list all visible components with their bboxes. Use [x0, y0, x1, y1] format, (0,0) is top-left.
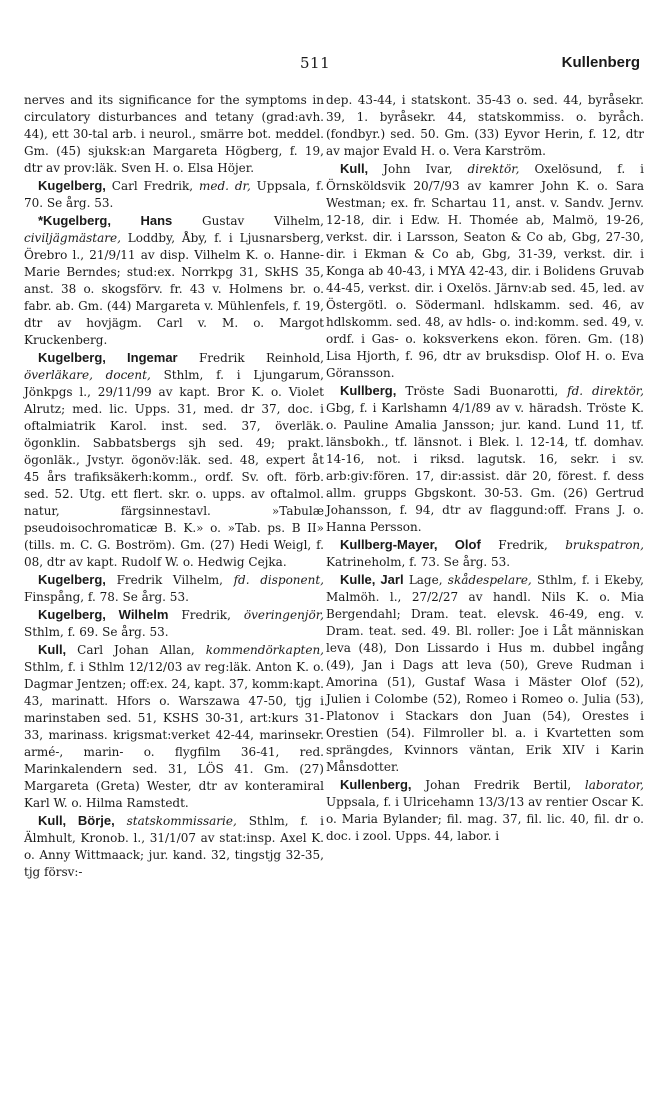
entry-occupation: med. dr, [199, 179, 251, 193]
entry-surname: *Kugelberg, Hans [38, 213, 173, 228]
entry-surname: Kull, Börje, [38, 813, 115, 828]
entry-occupation: skådespelare, [447, 573, 532, 587]
entry-given-names: Carl Johan Allan, [77, 643, 195, 657]
left-column [24, 92, 324, 881]
entry-text: Sthlm, f. i Ekeby, Malmöh. l., 27/2/27 av handl. Nils K. o. Mia Bergendahl; Dram. teat. elevsk. 46-49, eng. v. Dram. teat. sed. 49. Bl. roller: Joe i Låt människan leva (48), Don Lissardo i Hus m. dubbel ingång (49), Jan i Dags att leva (50), Greve Rudman i Amorina (51), Gustaf Wasa i Mäster Olof (52), Julien i Colombe (52), Romeo i Romeo o. Julia (53), Platonov i Stackars don Juan (54), Orestes i Orestien (54). Filmroller bl. a. i Kvartetten som sprängdes, Kvinnors väntan, Erik XIV i Karin Månsdotter. [326, 573, 644, 774]
entry-surname: Kugelberg, Wilhelm [38, 607, 169, 622]
entry-given-names: Fredrik, [181, 608, 231, 622]
entry-surname: Kugelberg, Ingemar [38, 350, 178, 365]
entry-text: Katrineholm, f. 73. Se årg. 53. [326, 555, 511, 569]
entry-surname: Kull, [340, 161, 369, 176]
entry-surname: Kullberg, [340, 383, 397, 398]
biography-entry [326, 160, 644, 382]
entry-given-names: Fredrik, [498, 538, 548, 552]
entry-occupation: överingenjör, [243, 608, 324, 622]
entry-text: Finspång, f. 78. Se årg. 53. [24, 590, 189, 604]
entry-surname: Kull, [38, 642, 67, 657]
entry-text: Sthlm, f. i Sthlm 12/12/03 av reg:läk. Anton K. o. Dagmar Jentzen; off:ex. 24, kapt. 37, komm:kapt. 43, marinatt. Hfors o. Warszawa 47-50, tjg i marinstaben sed. 51, KSHS 30-31, art:kurs 31-33, marinass. krigsmat:verket 42-44, marinsekr. armé-, marin- o. flygfilm 36-41, red. Marinkalendern sed. 31, LÖS 41. Gm. (27) Margareta (Greta) Wester, dtr av konteramiral Karl W. o. Hilma Ramstedt. [24, 660, 324, 810]
running-head: Kullenberg [561, 54, 640, 71]
entry-continuation: dep. 43-44, i statskont. 35-43 o. sed. 44, byråsekr. 39, 1. byråsekr. 44, statskommiss. o. byråch. (fondbyr.) sed. 50. Gm. (33) Eyvor Herin, f. 12, dtr av major Evald H. o. Vera Karström. [326, 93, 644, 158]
entry-text: Sthlm, f. 69. Se årg. 53. [24, 625, 169, 639]
entry-given-names: Johan Fredrik Bertil, [425, 778, 572, 792]
biography-entry [326, 536, 644, 571]
entry-occupation: överläkare, docent, [24, 368, 151, 382]
entry-occupation: brukspatron, [565, 538, 644, 552]
entry-text: Sthlm, f. i Älmhult, Kronob. l., 31/1/07 av stat:insp. Axel K. o. Anny Wittmaack; jur. kand. 32, tingstjg 32-35, tjg försv:- [24, 814, 324, 879]
biography-entry [24, 812, 324, 881]
entry-text: Oxelösund, f. i Örnsköldsvik 20/7/93 av kamrer John K. o. Sara Westman; ex. fr. Schartau 11, anst. v. Sandv. Jernv. 12-18, dir. i Edw. H. Thomée ab, Malmö, 19-26, verkst. dir. i Larsson, Seaton & Co ab, Gbg, 27-30, dir. i Ekman & Co ab, Gbg, 31-39, verkst. dir. i Konga ab 40-43, i MYA 42-43, dir. i Bolidens Gruvab 44-45, verkst. dir. i Oxelös. Järnv:ab sed. 45, led. av Östergötl. o. Södermanl. hdlskamm. sed. 46, av hdlskomm. sed. 48, av hdls- o. ind:komm. sed. 49, v. ordf. i Gas- o. koksverkens ekon. fören. Gm. (18) Lisa Hjorth, f. 96, dtr av bruksdisp. Olof H. o. Eva Göransson. [326, 162, 644, 380]
entry-surname: Kulle, Jarl [340, 572, 404, 587]
entry-text: Sthlm, f. i Ljungarum, Jönkpgs l., 29/11/99 av kapt. Bror K. o. Violet Alrutz; med. lic. Upps. 31, med. dr 37, doc. i oftalmiatrik Karol. inst. sed. 37, överläk. ögonklin. Sabbatsbergs sjh sed. 49; prakt. ögonläk., Jvstyr. ögonöv:läk. sed. 48, expert åt 45 års trafiksäkerh:komm., ordf. Sv. oft. förb. sed. 52. Utg. ett flert. skr. o. upps. av oftalmol. natur, färgsinnestavl. »Tabulæ pseudoisochromaticæ B. K.» o. »Tab. ps. B II» (tills. m. C. G. Boström). Gm. (27) Hedi Weigl, f. 08, dtr av kapt. Rudolf W. o. Hedwig Cejka. [24, 368, 324, 569]
entry-given-names: Gustav Vilhelm, [202, 214, 324, 228]
entry-text: Gbg, f. i Karlshamn 4/1/89 av v. häradsh. Tröste K. o. Pauline Amalia Jansson; jur. kand. Lund 11, tf. länsbokh., tf. länsnot. i Blek. l. 12-14, tf. domhav. 14-16, not. i riksd. lagutsk. 16, sekr. i sv. arb:giv:fören. 17, dir:assist. där 20, förest. f. dess allm. grupps Gbgskont. 30-53. Gm. (26) Gertrud Johansson, f. 94, dtr av flaggund:off. Frans J. o. Hanna Persson. [326, 401, 644, 534]
entry-given-names: John Ivar, [383, 162, 453, 176]
entry-given-names: Fredrik Reinhold, [198, 351, 324, 365]
biography-entry [326, 776, 644, 845]
biography-entry [24, 177, 324, 212]
right-column [326, 92, 644, 845]
biography-entry [24, 349, 324, 571]
entry-occupation: fd. direktör, [567, 384, 644, 398]
entry-text: Loddby, Åby, f. i Ljusnarsberg, Örebro l., 21/9/11 av disp. Vilhelm K. o. Hanne-Marie Berndes; stud:ex. Norrkpg 31, SkHS 35, anst. 38 o. skogsförv. fr. 43 v. Holmens br. o. fabr. ab. Gm. (44) Margareta v. Mühlenfels, f. 19, dtr av hovjägm. Carl v. M. o. Margot Kruckenberg. [24, 231, 324, 347]
entry-occupation: laborator, [584, 778, 644, 792]
entry-given-names: Tröste Sadi Buonarotti, [405, 384, 559, 398]
biography-entry [326, 571, 644, 776]
page-number: 511 [300, 54, 331, 72]
entry-given-names: Carl Fredrik, [111, 179, 194, 193]
entry-surname: Kugelberg, [38, 572, 106, 587]
biography-entry [24, 606, 324, 641]
entry-occupation: kommendörkapten, [205, 643, 324, 657]
page-header [0, 54, 672, 76]
biography-entry [24, 641, 324, 812]
biography-entry [24, 212, 324, 349]
entry-given-names: Fredrik Vilhelm, [116, 573, 223, 587]
entry-occupation: fd. disponent, [233, 573, 324, 587]
biography-entry [326, 382, 644, 536]
entry-occupation: civiljägmästare, [24, 231, 121, 245]
entry-occupation: statskommissarie, [126, 814, 237, 828]
entry-text: Uppsala, f. i Ulricehamn 13/3/13 av rentier Oscar K. o. Maria Bylander; fil. mag. 37, fil. lic. 40, fil. dr o. doc. i zool. Upps. 44, labor. i [326, 795, 644, 843]
entry-surname: Kullberg-Mayer, Olof [340, 537, 481, 552]
entry-occupation: direktör, [467, 162, 520, 176]
entry-given-names: Lage, [408, 573, 443, 587]
entry-text: Uppsala, f. 70. Se årg. 53. [24, 179, 324, 210]
entry-surname: Kugelberg, [38, 178, 106, 193]
entry-surname: Kullenberg, [340, 777, 412, 792]
entry-continuation: nerves and its significance for the symptoms in circulatory disturbances and tetany (grad:avh. 44), ett 30-tal arb. i neurol., smärre bot. meddel. Gm. (45) sjuksk:an Margareta Högberg, f. 19, dtr av prov:läk. Sven H. o. Elsa Höjer. [24, 93, 324, 175]
biography-entry [24, 571, 324, 606]
